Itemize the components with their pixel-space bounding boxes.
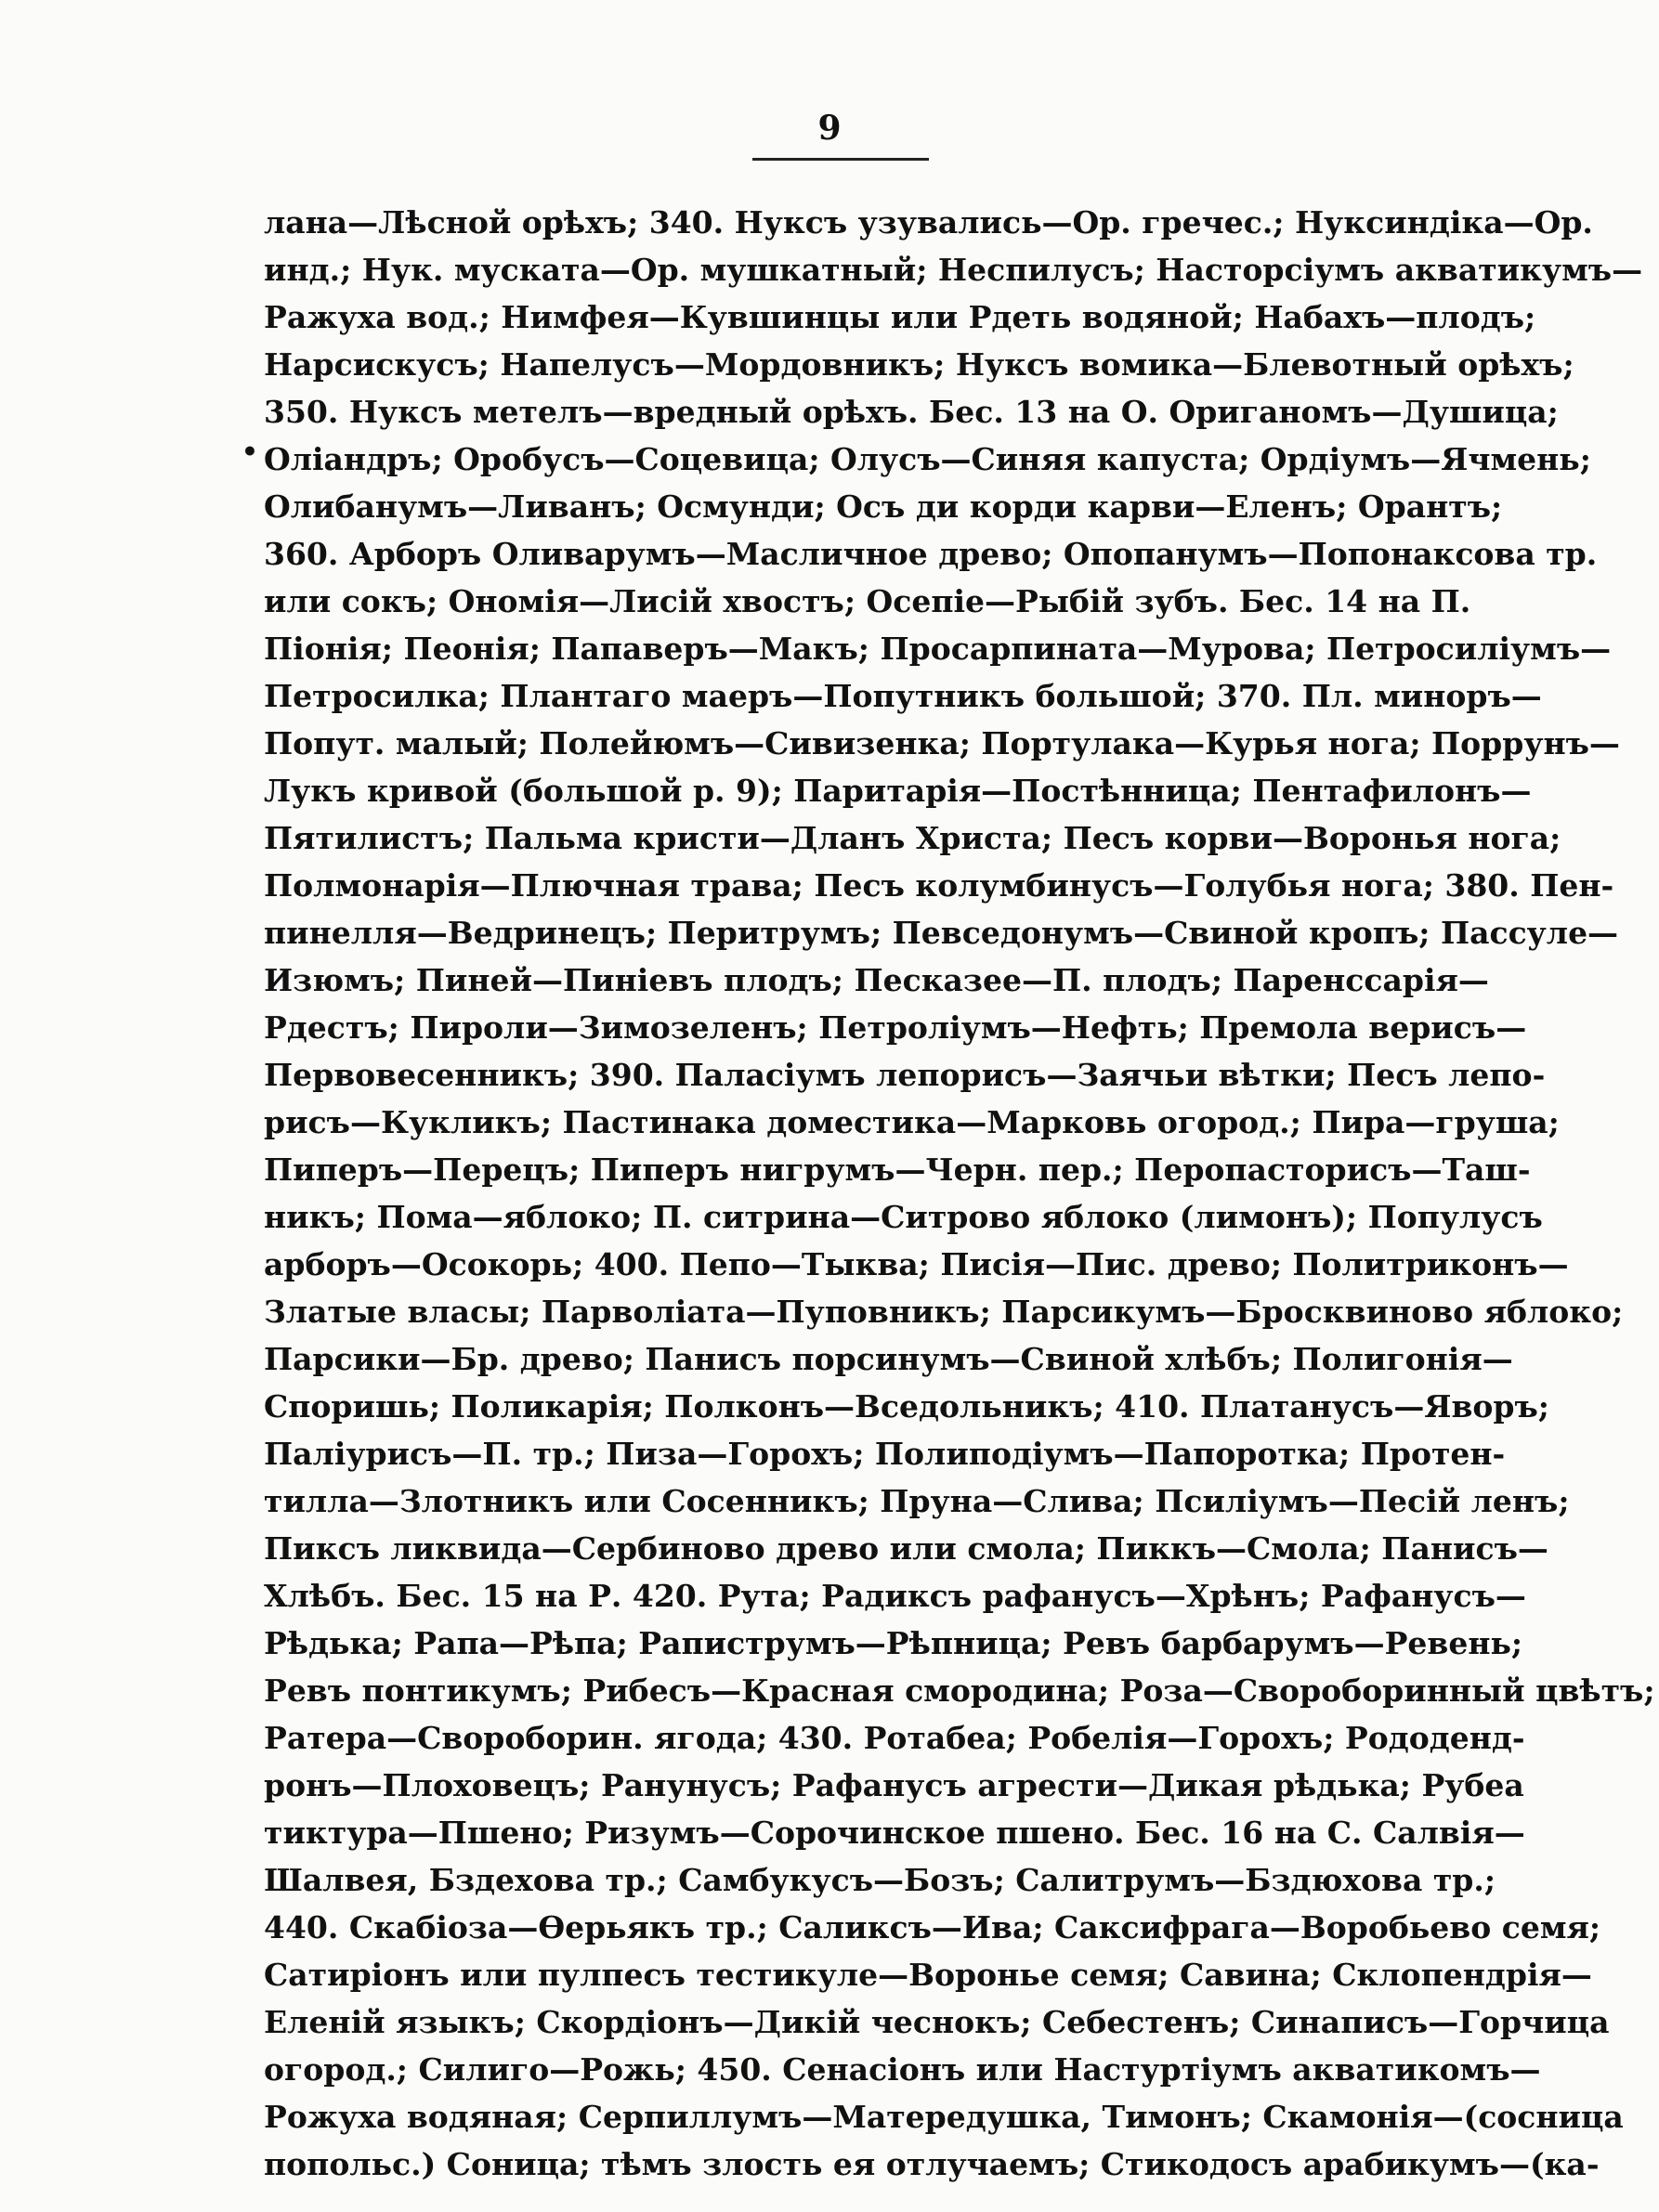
text-line: или сокъ; Ономія—Лисій хвостъ; Осепіе—Рыбій зубъ. Бес. 14 на П. xyxy=(264,583,1471,619)
text-line: Хлѣбъ. Бес. 15 на Р. 420. Рута; Радиксъ рафанусъ—Хрѣнъ; Рафанусъ— xyxy=(264,1578,1526,1614)
text-line: Еленій языкъ; Скордіонъ—Дикій чеснокъ; Себестенъ; Синаписъ—Горчица xyxy=(264,2004,1610,2040)
text-line: Сатиріонъ или пулпесъ тестикуле—Воронье семя; Савина; Склопендрія— xyxy=(264,1957,1592,1993)
text-line: Петросилка; Плантаго маеръ—Попутникъ большой; 370. Пл. миноръ— xyxy=(264,678,1542,714)
text-line: Шалвея, Бздехова тр.; Самбукусъ—Бозъ; Салитрумъ—Бздюхова тр.; xyxy=(264,1862,1496,1898)
text-line: Пятилистъ; Пальма кристи—Дланъ Христа; Песъ корви—Воронья нога; xyxy=(264,820,1561,856)
text-line: арборъ—Осокорь; 400. Пепо—Тыква; Писія—Пис. древо; Политриконъ— xyxy=(264,1246,1569,1282)
text-line: 360. Арборъ Оливарумъ—Масличное древо; Опопанумъ—Попонаксова тр. xyxy=(264,536,1598,572)
text-line: никъ; Пома—яблоко; П. ситрина—Ситрово яблоко (лимонъ); Популусъ xyxy=(264,1199,1543,1235)
text-line: 350. Нуксъ метелъ—вредный орѣхъ. Бес. 13 на О. Ориганомъ—Душица; xyxy=(264,394,1559,430)
text-line: Пиксъ ликвида—Сербиново древо или смола; Пиккъ—Смола; Панисъ— xyxy=(264,1530,1548,1567)
text-line: Попут. малый; Полейюмъ—Сивизенка; Портулака—Курья нога; Поррунъ— xyxy=(264,725,1620,761)
text-line: Нарсискусъ; Напелусъ—Мордовникъ; Нуксъ вомика—Блевотный орѣхъ; xyxy=(264,346,1574,383)
text-line: тилла—Злотникъ или Сосенникъ; Пруна—Слива; Псиліумъ—Песій ленъ; xyxy=(264,1483,1570,1519)
text-line: попольс.) Соница; тѣмъ злость ея отлучаемъ; Стикодосъ арабикумъ—(ка- xyxy=(264,2146,1600,2182)
text-line: Пиперъ—Перецъ; Пиперъ нигрумъ—Черн. пер.; Перопасторисъ—Таш- xyxy=(264,1152,1531,1188)
header-rule xyxy=(752,158,929,161)
margin-dot: • xyxy=(242,436,258,467)
text-line: Олибанумъ—Ливанъ; Осмунди; Осъ ди корди карви—Еленъ; Орантъ; xyxy=(264,488,1503,525)
text-line: тиктура—Пшено; Ризумъ—Сорочинское пшено. Бес. 16 на С. Салвія— xyxy=(264,1815,1525,1851)
text-line: огород.; Силиго—Рожь; 450. Сенасіонъ или Настуртіумъ акватикомъ— xyxy=(264,2051,1541,2088)
text-line: Рожуха водяная; Серпиллумъ—Матередушка, Тимонъ; Скамонія—(сосница xyxy=(264,2099,1624,2135)
text-line: Оліандръ; Оробусъ—Соцевица; Олусъ—Синяя капуста; Ордіумъ—Ячмень; xyxy=(264,441,1591,477)
text-line: лана—Лѣсной орѣхъ; 340. Нуксъ узувались—Ор. гречес.; Нуксиндіка—Ор. xyxy=(264,204,1593,241)
text-line: Піонія; Пеонія; Папаверъ—Макъ; Просарпината—Мурова; Петросилiумъ— xyxy=(264,631,1612,667)
text-line: Златые власы; Парволіата—Пуповникъ; Парсикумъ—Бросквиново яблоко; xyxy=(264,1294,1624,1330)
text-line: рисъ—Кукликъ; Пастинака доместика—Марковь огород.; Пира—груша; xyxy=(264,1104,1560,1140)
text-line: Ратера—Свороборин. ягода; 430. Ротабеа; Робелія—Горохъ; Рододенд- xyxy=(264,1720,1525,1756)
text-line: Ревъ понтикумъ; Рибесъ—Красная смородина; Роза—Свороборинный цвѣтъ; xyxy=(264,1672,1655,1709)
text-line: 440. Скабіоза—Ѳерьякъ тр.; Саликсъ—Ива; Саксифрага—Воробьево семя; xyxy=(264,1909,1601,1945)
text-line: Парсики—Бр. древо; Панисъ порсинумъ—Свиной хлѣбъ; Полигонія— xyxy=(264,1341,1513,1377)
text-line: Полмонарія—Плючная трава; Песъ колумбинусъ—Голубья нога; 380. Пен- xyxy=(264,867,1614,904)
body-text xyxy=(264,199,1655,2188)
text-line: Рѣдька; Рапа—Рѣпа; Рапиструмъ—Рѣпница; Ревъ барбарумъ—Ревень; xyxy=(264,1625,1523,1661)
text-line: ронъ—Плоховецъ; Ранунусъ; Рафанусъ агрести—Дикая рѣдька; Рубеа xyxy=(264,1767,1524,1803)
text-line: Споришь; Поликарія; Полконъ—Вседольникъ; 410. Платанусъ—Яворъ; xyxy=(264,1388,1549,1425)
text-line: Ражуха вод.; Нимфея—Кувшинцы или Рдеть водяной; Набахъ—плодъ; xyxy=(264,299,1536,335)
text-line: инд.; Нук. мускатa—Ор. мушкатный; Неспилусъ; Насторсіумъ акватикумъ— xyxy=(264,252,1643,288)
text-line: Лукъ кривой (большой р. 9); Паритарія—Постѣнница; Пентафилонъ— xyxy=(264,773,1532,809)
text-line: Рдестъ; Пироли—Зимозеленъ; Петролiумъ—Нефть; Премола верисъ— xyxy=(264,1009,1527,1046)
text-line: Изюмъ; Пиней—Пиніевъ плодъ; Песказее—П. плодъ; Паренссарія— xyxy=(264,962,1489,998)
text-line: пинелля—Ведринецъ; Перитрумъ; Певседонумъ—Свиной кропъ; Пассуле— xyxy=(264,915,1619,951)
text-line: Паліурисъ—П. тр.; Пиза—Горохъ; Полиподіумъ—Папоротка; Протен- xyxy=(264,1436,1506,1472)
text-line: Первовесенникъ; 390. Паласіумъ лепорисъ—Заячьи вѣтки; Песъ лепо- xyxy=(264,1057,1546,1093)
page-number: 9 xyxy=(817,109,842,148)
